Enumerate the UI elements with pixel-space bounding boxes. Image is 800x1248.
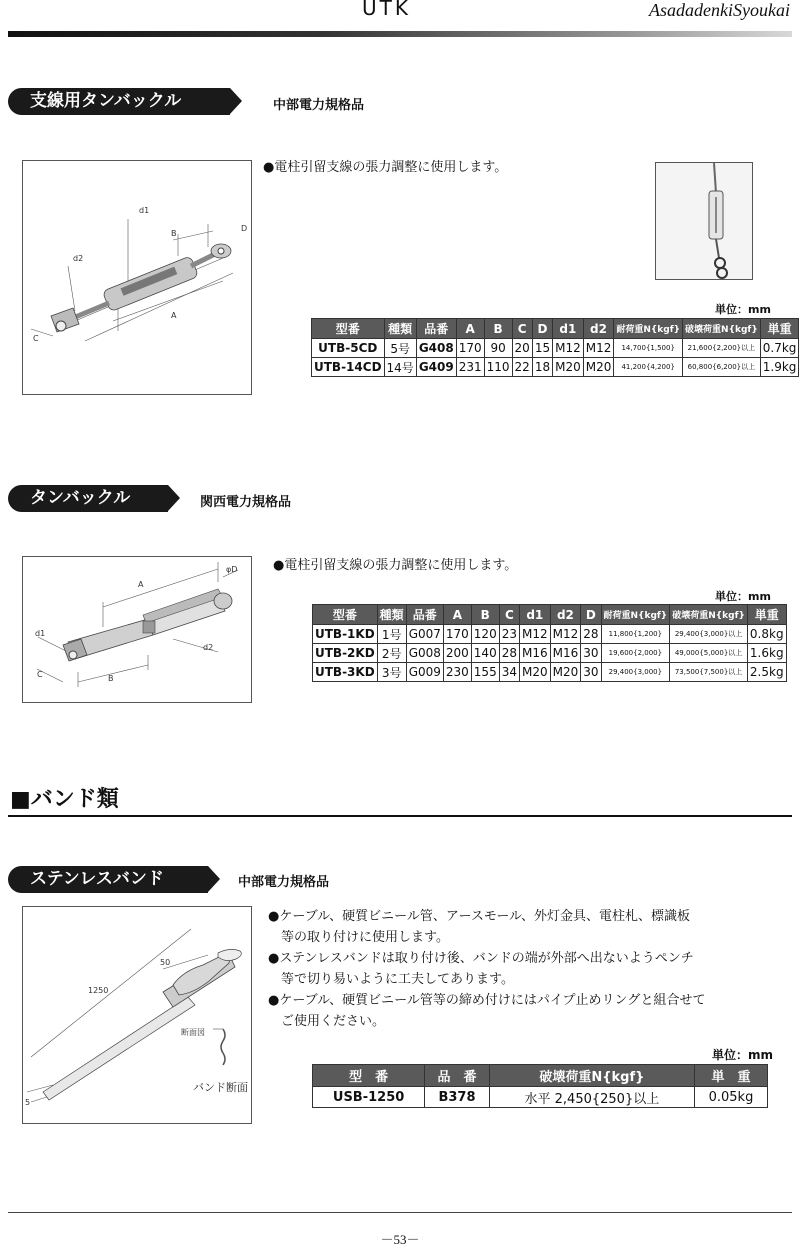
- th-d2: d2: [550, 605, 581, 625]
- cell: 28: [581, 625, 601, 644]
- cell: G009: [406, 663, 443, 682]
- section2-description: [273, 555, 517, 576]
- cell: 0.8kg: [747, 625, 786, 644]
- cell: G408: [416, 339, 456, 358]
- section3-standard: 中部電力規格品: [238, 875, 330, 890]
- cell: 29,400{3,000}以上: [670, 625, 748, 644]
- page-number: －53－: [380, 1232, 420, 1247]
- th-break: 破壊荷重N{kgf}: [489, 1065, 694, 1087]
- cell: 30: [581, 644, 601, 663]
- cell: 170: [456, 339, 484, 358]
- turnbuckle-drawing: [23, 161, 252, 395]
- cell: 18: [532, 358, 552, 377]
- desc-line: ご使用ください。: [268, 1014, 386, 1029]
- fig3-label-len: 1250: [88, 986, 109, 995]
- cell: 29,400{3,000}: [601, 663, 670, 682]
- cell: 200: [443, 644, 471, 663]
- th-model: 型 番: [313, 1065, 425, 1087]
- fig2-label-b: B: [108, 674, 114, 683]
- fig1-label-a: A: [171, 311, 177, 320]
- cell: 1号: [377, 625, 406, 644]
- th-d: D: [532, 319, 552, 339]
- cell: 21,600{2,200}以上: [683, 339, 761, 358]
- th-break: 破壊荷重N{kgf}: [670, 605, 748, 625]
- cell: 34: [499, 663, 519, 682]
- fig1-label-d: D: [241, 224, 248, 233]
- cell: 155: [471, 663, 499, 682]
- th-type: 種類: [377, 605, 406, 625]
- th-load: 耐荷重N{kgf}: [601, 605, 670, 625]
- cell: 14,700{1,500}: [614, 339, 683, 358]
- cell: 20: [512, 339, 532, 358]
- section3-title-tip: [208, 866, 220, 892]
- section1-spec-table: [311, 318, 799, 377]
- cell: UTB-5CD: [312, 339, 385, 358]
- desc-line: ●ステンレスバンドは取り付け後、バンドの端が外部へ出ないようペンチ: [268, 951, 694, 966]
- cell: 28: [499, 644, 519, 663]
- section3-description: [268, 906, 788, 1032]
- fig1-label-d2: d2: [73, 254, 84, 263]
- cell: 22: [512, 358, 532, 377]
- cell: 231: [456, 358, 484, 377]
- section2-title-tip: [168, 485, 180, 511]
- desc-line: 等で切り易いように工夫してあります。: [268, 972, 514, 987]
- fig3-label-w50: 50: [160, 958, 171, 967]
- cell: M16: [550, 644, 581, 663]
- section3-spec-table: [312, 1064, 768, 1108]
- cell: 1.6kg: [747, 644, 786, 663]
- desc-line: 等の取り付けに使用します。: [268, 930, 449, 945]
- cell: 110: [484, 358, 512, 377]
- cell: M12: [553, 339, 584, 358]
- cell: M16: [519, 644, 550, 663]
- fig1-label-c: C: [33, 334, 39, 343]
- th-d1: d1: [553, 319, 584, 339]
- th-partno: 品番: [416, 319, 456, 339]
- th-a: A: [456, 319, 484, 339]
- th-weight: 単重: [760, 319, 799, 339]
- cell: 23: [499, 625, 519, 644]
- brand-name: AsadadenkiSyoukai: [649, 0, 790, 20]
- cell: M12: [519, 625, 550, 644]
- cell: M20: [550, 663, 581, 682]
- cell: G008: [406, 644, 443, 663]
- fig1-label-d1: d1: [139, 206, 150, 215]
- cell: 2.5kg: [747, 663, 786, 682]
- cell: 3号: [377, 663, 406, 682]
- fig3-label-w5: 5: [25, 1098, 31, 1107]
- cell: M12: [583, 339, 614, 358]
- th-c: C: [512, 319, 532, 339]
- th-b: B: [471, 605, 499, 625]
- cell: 49,000{5,000}以上: [670, 644, 748, 663]
- turnbuckle-figure: [22, 160, 252, 395]
- desc-line: ●電柱引留支線の張力調整に使用します。: [263, 160, 508, 175]
- cell: 170: [443, 625, 471, 644]
- cell: UTB-3KD: [313, 663, 378, 682]
- cell: G007: [406, 625, 443, 644]
- table-row: [313, 644, 787, 663]
- th-partno: 品番: [406, 605, 443, 625]
- cell: 0.05kg: [694, 1087, 767, 1108]
- cell: 0.7kg: [760, 339, 799, 358]
- stainless-band-figure: [22, 906, 252, 1124]
- cell: 90: [484, 339, 512, 358]
- cell: 140: [471, 644, 499, 663]
- section1-title-tip: [230, 88, 242, 114]
- cell: G409: [416, 358, 456, 377]
- header-bar: [8, 31, 792, 37]
- th-d: D: [581, 605, 601, 625]
- section2-unit: 単位：mm: [715, 590, 771, 603]
- turnbuckle-photo: [655, 162, 753, 280]
- cell: 41,200{4,200}: [614, 358, 683, 377]
- section2-spec-table: [312, 604, 787, 682]
- cell: 15: [532, 339, 552, 358]
- section2-standard: 関西電力規格品: [200, 495, 292, 510]
- th-load: 耐荷重N{kgf}: [614, 319, 683, 339]
- cell: 30: [581, 663, 601, 682]
- cell: USB-1250: [313, 1087, 425, 1108]
- section1-description: [263, 157, 507, 178]
- th-weight: 単重: [747, 605, 786, 625]
- cell: UTB-14CD: [312, 358, 385, 377]
- section2-title: タンバックル: [8, 485, 168, 512]
- fig2-label-a: A: [138, 580, 144, 589]
- fig2-label-c: C: [37, 670, 43, 679]
- th-d1: d1: [519, 605, 550, 625]
- turnbuckle-kd-figure: [22, 556, 252, 703]
- table-row: [312, 358, 799, 377]
- turnbuckle-photo-drawing: [656, 163, 753, 280]
- band-category-heading: ■バンド類: [10, 787, 119, 812]
- fig1-label-b: B: [171, 229, 177, 238]
- desc-line: ●ケーブル、硬質ビニール管、アースモール、外灯金具、電柱札、標識板: [268, 909, 691, 924]
- cell: UTB-2KD: [313, 644, 378, 663]
- fig2-label-phid: φD: [226, 565, 238, 574]
- th-weight: 単 重: [694, 1065, 767, 1087]
- turnbuckle-kd-drawing: [23, 557, 252, 703]
- table-row: [312, 339, 799, 358]
- fig2-label-d1: d1: [35, 629, 46, 638]
- section1-standard: 中部電力規格品: [273, 98, 365, 113]
- cell: UTB-1KD: [313, 625, 378, 644]
- th-d2: d2: [583, 319, 614, 339]
- cell: 5号: [384, 339, 416, 358]
- cell: 73,500{7,500}以上: [670, 663, 748, 682]
- section3-title: ステンレスバンド: [8, 866, 208, 893]
- table-header-row: [312, 319, 799, 339]
- cell: 230: [443, 663, 471, 682]
- th-c: C: [499, 605, 519, 625]
- cell: M12: [550, 625, 581, 644]
- band-heading-rule: [8, 815, 792, 817]
- th-model: 型番: [313, 605, 378, 625]
- cell: 1.9kg: [760, 358, 799, 377]
- cell: 19,600{2,000}: [601, 644, 670, 663]
- th-model: 型番: [312, 319, 385, 339]
- cell: 14号: [384, 358, 416, 377]
- cell: 120: [471, 625, 499, 644]
- section3-unit: 単位：mm: [712, 1048, 774, 1062]
- th-a: A: [443, 605, 471, 625]
- table-row: [313, 625, 787, 644]
- cell: 60,800{6,200}以上: [683, 358, 761, 377]
- fig3-label-section: 断面図: [181, 1028, 205, 1037]
- desc-line: ●ケーブル、硬質ビニール管等の締め付けにはパイプ止めリングと組合せて: [268, 993, 706, 1008]
- catalog-code: UTK: [362, 0, 411, 20]
- footer-rule: [8, 1212, 792, 1213]
- fig3-label-band-section: バンド断面: [193, 1081, 248, 1094]
- table-header-row: [313, 1065, 768, 1087]
- th-type: 種類: [384, 319, 416, 339]
- stainless-band-drawing: [23, 907, 252, 1124]
- cell: M20: [583, 358, 614, 377]
- cell: M20: [519, 663, 550, 682]
- section1-unit: 単位：mm: [715, 303, 771, 316]
- desc-line: ●電柱引留支線の張力調整に使用します。: [273, 558, 518, 573]
- th-break: 破壊荷重N{kgf}: [683, 319, 761, 339]
- table-header-row: [313, 605, 787, 625]
- cell: 水平 2,450{250}以上: [489, 1087, 694, 1108]
- fig2-label-d2: d2: [203, 643, 214, 652]
- th-partno: 品 番: [425, 1065, 490, 1087]
- table-row: [313, 1087, 768, 1108]
- cell: M20: [553, 358, 584, 377]
- section1-title: 支線用タンバックル: [8, 88, 230, 115]
- cell: B378: [425, 1087, 490, 1108]
- th-b: B: [484, 319, 512, 339]
- cell: 2号: [377, 644, 406, 663]
- table-row: [313, 663, 787, 682]
- cell: 11,800{1,200}: [601, 625, 670, 644]
